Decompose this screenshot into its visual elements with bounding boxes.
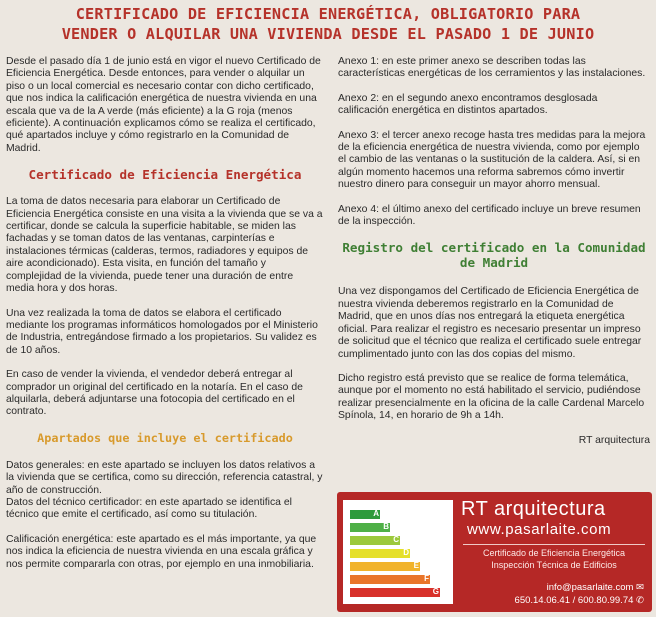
ad-email-link[interactable]: info@pasarlaite.com ✉ — [546, 582, 644, 593]
energy-bar-g: G — [350, 588, 440, 597]
energy-bar-f: F — [350, 575, 430, 584]
paragraph-toma-datos: La toma de datos necesaria para elaborar un Certificado de Eficiencia Energética consiste en una visita a la vivienda que se va a certificar, donde se calcula la superficie habitable, se miden las fachadas y se toman datos de las ventanas, carpinterías e instalaciones térmicas (calderas, termos, radiadores y equipos de aire acondicionado). Esta visita, en función del tamaño y complejidad de la vivienda, puede tener una duración de entre media hora y dos horas. — [6, 196, 323, 295]
energy-bar-d: D — [350, 549, 410, 558]
paragraph-registro: Una vez dispongamos del Certificado de Eficiencia Energética de nuestra vivienda deberemos registrarlo en la Comunidad de Madrid, que en unos días nos entregará la etiqueta energética oficial. Para realizar el registro es necesario presentar un impreso de solicitud que el técnico que realiza el certificado suele entregar cumplimentado junto con las dos copias del mismo. — [338, 286, 642, 360]
energy-bar-a: A — [350, 510, 380, 519]
heading-registro: Registro del certificado en la Comunidad de Madrid — [342, 240, 646, 271]
energy-bar-e: E — [350, 562, 420, 571]
paragraph-anexo-1: Anexo 1: en este primer anexo se describen todas las características energéticas de los cerramientos y las instalaciones. — [338, 56, 646, 80]
paragraph-venta-alquiler: En caso de vender la vivienda, el vendedor deberá entregar al comprador un original del certificado en la notaría. En el caso de alquilarla, deberá adjuntarse una fotocopia del certificado en el contrato. — [6, 369, 303, 418]
paragraph-anexo-2: Anexo 2: en el segundo anexo encontramos desglosada calificación energética en distintos apartados. — [338, 92, 598, 117]
right-column — [338, 56, 650, 459]
energy-scale-icon — [343, 500, 453, 604]
paragraph-telematico: Dicho registro está previsto que se realice de forma telemática, aunque por el momento no está habilitado el servicio, pudiéndose realizar presencialmente en la oficina de la calle Cardenal Marcelo Spínola, 14, en horario de 9h a 14h. — [338, 372, 645, 422]
paragraph-datos-generales: Datos generales: en este apartado se incluyen los datos relativos a la vivienda que se certifica, como su dirección, referencia catastral, y año de construcción. — [6, 459, 323, 496]
ad-brand: RT arquitectura — [461, 498, 606, 520]
ad-divider — [463, 544, 645, 545]
paragraph-anexo-3: Anexo 3: el tercer anexo recoge hasta tres medidas para la mejora de la eficiencia energética de nuestra vivienda, como por ejemplo el cambio de las ventanas o la sustitución de la caldera. Así, si en algún momento hacemos una reforma sabremos cómo invertir nuestro dinero para conseguir un mayor ahorro mensual. — [338, 129, 646, 191]
paragraph-elaboracion: Una vez realizada la toma de datos se elabora el certificado mediante los programas informáticos homologados por el Ministerio de Industria, entregándose firmado a los propietarios. Su validez es de 10 años. — [6, 307, 318, 356]
ad-service-1: Certificado de Eficiencia Energética — [482, 548, 626, 558]
heading-apartados: Apartados que incluye el certificado — [37, 430, 293, 445]
paragraph-datos-tecnico: Datos del técnico certificador: en este apartado se identifica el técnico que emite el certificado, así como su titulación. — [6, 496, 292, 521]
ad-phone: 650.14.06.41 / 600.80.99.74 ✆ — [514, 595, 644, 606]
advertisement — [337, 492, 652, 612]
heading-certificado: Certificado de Eficiencia Energética — [28, 167, 302, 183]
energy-bar-c: C — [350, 536, 400, 545]
ad-service-2: Inspección Técnica de Edificios — [491, 560, 617, 570]
paragraph-calificacion: Calificación energética: este apartado es el más importante, ya que nos indica la eficiencia de nuestra vivienda en una escala gráfica y nos permite compararla con otras, por ejemplo en una inmobiliaria. — [6, 533, 317, 570]
ad-website-link[interactable]: www.pasarlaite.com — [467, 521, 612, 538]
title-line-2: VENDER O ALQUILAR UNA VIVIENDA DESDE EL PASADO 1 DE JUNIO — [61, 25, 595, 43]
intro-paragraph: Desde el pasado día 1 de junio está en vigor el nuevo Certificado de Eficiencia Energética. Desde entonces, para vender o alquilar un piso o un local comercial es necesario contar con dicho certificado, que nos indica la calificación energética de nuestra vivienda en una escala que va de la A verde (más eficiente) a la G roja (menos eficiente). A continuación explicamos cómo se realiza el certificado, qué apartados incluye y cómo registrarlo en la Comunidad de Madrid. — [6, 56, 321, 154]
signature: RT arquitectura — [578, 434, 650, 446]
title-line-1: CERTIFICADO DE EFICIENCIA ENERGÉTICA, OBLIGATORIO PARA — [75, 5, 581, 23]
energy-bar-b: B — [350, 523, 390, 532]
article-title — [6, 4, 650, 44]
paragraph-anexo-4: Anexo 4: el último anexo del certificado incluye un breve resumen de la inspección. — [338, 203, 641, 228]
left-column — [6, 56, 324, 583]
